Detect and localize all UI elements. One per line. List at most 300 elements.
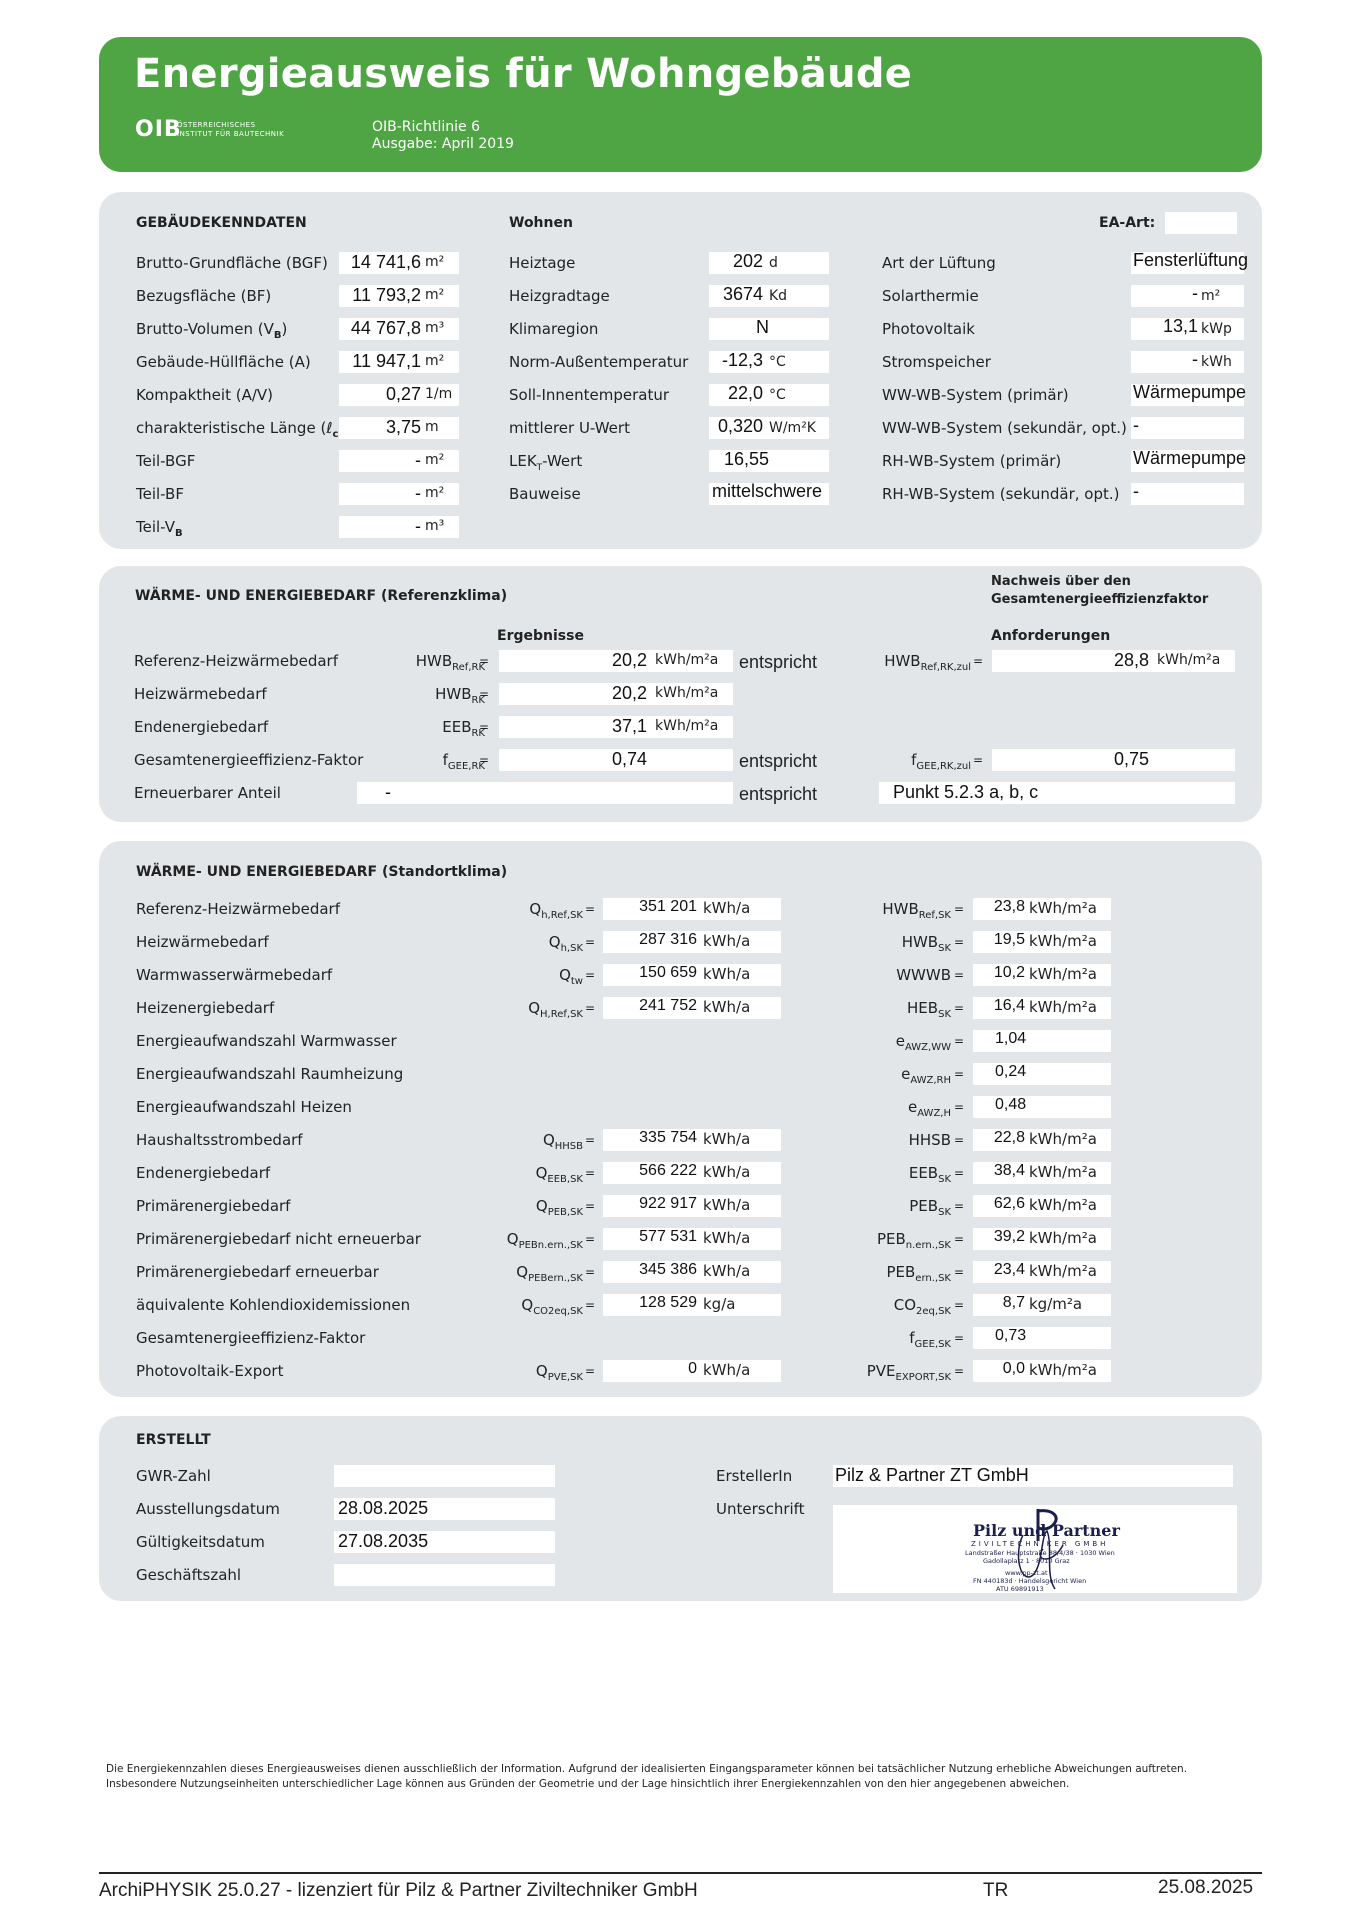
geb-col3-value: - bbox=[1133, 415, 1139, 435]
richtlinie: OIB-Richtlinie 6 bbox=[372, 119, 480, 135]
std-s-field bbox=[973, 1195, 1111, 1217]
std-s-symbol-base: e bbox=[895, 1032, 905, 1050]
std-q-symbol bbox=[528, 999, 583, 1020]
ref-eq: = bbox=[479, 753, 490, 767]
std-s-symbol bbox=[867, 1362, 951, 1383]
std-s-symbol-base: PEB bbox=[886, 1263, 916, 1281]
footnote bbox=[106, 1762, 1266, 1792]
std-s-symbol bbox=[909, 1164, 951, 1185]
geb-col1-value: - bbox=[415, 450, 421, 470]
ref-row-value: 0,74 bbox=[611, 749, 647, 769]
geb-col2-field bbox=[709, 285, 829, 307]
std-q-value: 577 531 bbox=[639, 1228, 697, 1245]
geb-col2-value: 16,55 bbox=[723, 449, 769, 469]
ref-row-symbol-sub: GEE,RK bbox=[447, 761, 485, 772]
ref-row-field bbox=[499, 716, 733, 738]
entspricht-label: entspricht bbox=[739, 784, 818, 804]
std-s-symbol-sub: ern.,SK bbox=[915, 1273, 951, 1284]
ref-row-field bbox=[499, 683, 733, 705]
std-q-eq: = bbox=[585, 1298, 596, 1312]
std-s-symbol-sub: Ref,SK bbox=[918, 910, 951, 921]
geb-col2-field bbox=[709, 351, 829, 373]
geb-col1-unit: m² bbox=[425, 287, 445, 303]
req-symbol-base: f bbox=[911, 751, 917, 769]
geb-col1-field bbox=[339, 450, 459, 472]
geschaeftszahl-label: Geschäftszahl bbox=[136, 1566, 242, 1584]
std-q-value: 128 529 bbox=[639, 1294, 697, 1311]
geb-col1-field bbox=[339, 351, 459, 373]
geb-col3-field bbox=[1131, 382, 1247, 406]
std-s-field bbox=[973, 1228, 1111, 1250]
entspricht-label: entspricht bbox=[739, 751, 818, 771]
std-s-eq: = bbox=[954, 1133, 965, 1147]
ea-art-field bbox=[1165, 212, 1237, 234]
std-s-value: 0,24 bbox=[995, 1063, 1027, 1080]
std-q-unit: kWh/a bbox=[703, 899, 751, 917]
ref-row-field bbox=[357, 782, 733, 804]
geb-col3-field bbox=[1131, 318, 1244, 340]
std-s-unit: kWh/m²a bbox=[1029, 965, 1097, 983]
req-value: Punkt 5.2.3 a, b, c bbox=[893, 782, 1039, 802]
std-s-symbol-base: HWB bbox=[882, 900, 919, 918]
geb-col3-value: Wärmepumpe bbox=[1133, 382, 1247, 402]
std-q-value: 922 917 bbox=[639, 1195, 697, 1212]
ref-row-symbol-base: EEB bbox=[442, 718, 472, 736]
std-q-eq: = bbox=[585, 1166, 596, 1180]
std-s-value: 16,4 bbox=[993, 997, 1025, 1014]
std-q-eq: = bbox=[585, 1133, 596, 1147]
geb-col1-unit: m³ bbox=[425, 320, 445, 336]
geb-col1-unit: m bbox=[425, 419, 439, 435]
std-s-value: 23,4 bbox=[993, 1261, 1025, 1278]
geb-col1-field bbox=[339, 384, 459, 406]
std-row-label: Endenergiebedarf bbox=[136, 1164, 271, 1182]
std-q-symbol-sub: PEBern.,SK bbox=[528, 1273, 583, 1284]
std-q-field bbox=[603, 1294, 781, 1316]
ref-row-field bbox=[499, 749, 733, 771]
geb-col3-label: Stromspeicher bbox=[882, 353, 991, 371]
std-q-value: 566 222 bbox=[639, 1162, 697, 1179]
geb-col1-field bbox=[339, 285, 459, 307]
std-s-unit: kWh/m²a bbox=[1029, 1262, 1097, 1280]
std-s-symbol-base: PEB bbox=[876, 1230, 906, 1248]
std-s-field bbox=[973, 964, 1111, 986]
std-s-symbol-base: HHSB bbox=[908, 1131, 951, 1149]
std-row-label: Energieaufwandszahl Heizen bbox=[136, 1098, 352, 1116]
std-s-eq: = bbox=[954, 1331, 965, 1345]
geb-col3-field bbox=[1131, 351, 1244, 373]
signature-stamp bbox=[833, 1505, 1237, 1593]
geb-col1-unit: m² bbox=[425, 254, 445, 270]
std-s-unit: kWh/m²a bbox=[1029, 899, 1097, 917]
entspricht-label: entspricht bbox=[739, 652, 818, 672]
std-s-symbol bbox=[909, 1197, 951, 1218]
std-q-symbol-sub: HHSB bbox=[554, 1141, 583, 1152]
geb-col3-field bbox=[1131, 483, 1244, 505]
stamp-subtitle: ZIVILTECHNIKER GMBH bbox=[971, 1540, 1109, 1548]
geb-col1-field bbox=[339, 252, 459, 274]
std-s-field bbox=[973, 1294, 1111, 1316]
geb-col2-field bbox=[709, 483, 829, 505]
std-s-symbol-sub: SK bbox=[938, 943, 951, 954]
std-row-label: Haushaltsstrombedarf bbox=[136, 1131, 303, 1149]
wohnen-label: Wohnen bbox=[509, 215, 573, 231]
std-q-symbol-base: Q bbox=[535, 1197, 548, 1215]
std-row-label: Energieaufwandszahl Raumheizung bbox=[136, 1065, 404, 1083]
geb-col3-value: 13,1 bbox=[1162, 316, 1198, 336]
referenzklima-panel bbox=[99, 566, 1262, 822]
std-s-symbol-sub: EXPORT,SK bbox=[895, 1372, 951, 1383]
ref-row-symbol bbox=[435, 685, 485, 706]
std-s-symbol bbox=[908, 1098, 951, 1119]
ea-art-label: EA-Art: bbox=[1099, 215, 1156, 231]
std-q-field bbox=[603, 1360, 781, 1382]
std-q-field bbox=[603, 1162, 781, 1184]
req-symbol bbox=[911, 751, 971, 772]
std-row-label: Heizenergiebedarf bbox=[136, 999, 275, 1017]
ersteller-field: Pilz & Partner ZT GmbH bbox=[833, 1465, 1233, 1487]
geb-col3-unit: kWp bbox=[1201, 321, 1232, 337]
std-s-eq: = bbox=[954, 1364, 965, 1378]
gueltigkeitsdatum-field: 27.08.2035 bbox=[334, 1531, 555, 1553]
geb-col2-value: mittelschwere bbox=[712, 481, 823, 501]
geb-col1-field bbox=[339, 417, 459, 439]
std-q-symbol bbox=[529, 900, 583, 921]
std-q-unit: kWh/a bbox=[703, 998, 751, 1016]
geb-col1-unit: 1/m bbox=[425, 386, 453, 402]
std-s-value: 39,2 bbox=[993, 1228, 1025, 1245]
ref-row-symbol bbox=[416, 652, 485, 673]
geb-col3-label: Art der Lüftung bbox=[882, 254, 996, 272]
std-s-unit: kWh/m²a bbox=[1029, 1229, 1097, 1247]
std-q-symbol-base: Q bbox=[528, 999, 541, 1017]
std-s-value: 1,04 bbox=[995, 1030, 1027, 1047]
footnote-line-1: Die Energiekennzahlen dieses Energieausweises dienen ausschließlich der Information. Aufgrund der idealisierten Eingangsparameter können bei tatsächlicher Nutzung erhebliche Abweichungen auftreten. bbox=[106, 1763, 1188, 1775]
std-q-symbol-base: Q bbox=[548, 933, 561, 951]
stamp-fn: FN 440183d · Handelsgericht Wien bbox=[973, 1577, 1087, 1585]
std-s-unit: kWh/m²a bbox=[1029, 1163, 1097, 1181]
std-s-eq: = bbox=[954, 1265, 965, 1279]
std-s-eq: = bbox=[954, 1001, 965, 1015]
std-row-label: Heizwärmebedarf bbox=[136, 933, 269, 951]
std-s-field bbox=[973, 1030, 1111, 1052]
std-q-symbol-base: Q bbox=[506, 1230, 519, 1248]
geb-col1-field bbox=[339, 516, 459, 538]
std-q-value: 335 754 bbox=[639, 1129, 697, 1146]
geb-col2-unit: d bbox=[769, 255, 778, 271]
ref-row-value: 20,2 bbox=[611, 683, 647, 703]
std-s-field bbox=[973, 1096, 1111, 1118]
geb-col1-label: Brutto-Volumen $(V_B)$ bbox=[136, 320, 288, 341]
geb-col3-unit: kWh bbox=[1201, 354, 1232, 370]
std-s-eq: = bbox=[954, 1034, 965, 1048]
footer-divider bbox=[99, 1872, 1262, 1874]
std-q-unit: kWh/a bbox=[703, 1361, 751, 1379]
richtlinie-info bbox=[372, 119, 514, 153]
std-s-unit: kWh/m²a bbox=[1029, 1361, 1097, 1379]
std-q-unit: kWh/a bbox=[703, 1196, 751, 1214]
req-symbol-sub: GEE,RK,zul bbox=[916, 761, 971, 772]
std-q-unit: kWh/a bbox=[703, 932, 751, 950]
ref-row-label: Erneuerbarer Anteil bbox=[134, 784, 281, 802]
std-q-field bbox=[603, 1228, 781, 1250]
section-title: GEBÄUDEKENNDATEN bbox=[136, 215, 307, 231]
std-q-symbol bbox=[536, 1197, 583, 1218]
geb-col1-label: Gebäude-Hüllfläche (A) bbox=[136, 353, 311, 371]
std-s-field bbox=[973, 898, 1111, 920]
ref-eq: = bbox=[479, 687, 490, 701]
std-q-symbol-base: Q bbox=[516, 1263, 529, 1281]
std-q-symbol bbox=[521, 1296, 583, 1317]
ref-eq: = bbox=[479, 720, 490, 734]
std-s-field bbox=[973, 1360, 1111, 1382]
page-title: Energieausweis für Wohngebäude bbox=[134, 51, 913, 97]
oib-logo bbox=[135, 117, 285, 142]
std-s-symbol-base: EEB bbox=[908, 1164, 939, 1182]
std-row-label: Gesamtenergieeffizienz-Faktor bbox=[136, 1329, 366, 1347]
geb-col3-field bbox=[1131, 250, 1249, 274]
std-s-symbol bbox=[877, 1230, 951, 1251]
std-s-symbol bbox=[902, 933, 951, 954]
geb-col2-label: Soll-Innentemperatur bbox=[509, 386, 670, 404]
std-q-field bbox=[603, 898, 781, 920]
ref-row-symbol-base: f bbox=[442, 751, 448, 769]
req-symbol bbox=[884, 652, 971, 673]
logo-line-2: INSTITUT FÜR BAUTECHNIK bbox=[177, 130, 285, 138]
geb-col2-unit: Kd bbox=[769, 288, 788, 304]
geb-col1-value: 0,27 bbox=[385, 384, 421, 404]
std-q-symbol-sub: PVE,SK bbox=[547, 1372, 583, 1383]
std-s-symbol-base: WWWB bbox=[896, 966, 951, 984]
std-q-value: 241 752 bbox=[639, 997, 697, 1014]
footnote-line-2: Insbesondere Nutzungseinheiten unterschiedlicher Lage können aus Gründen der Geometrie und der Lage hinsichtlich ihrer Energiekennzahlen von den hier angegebenen abweichen. bbox=[106, 1778, 1070, 1790]
std-q-symbol bbox=[536, 1164, 583, 1185]
ref-row-value: 20,2 bbox=[611, 650, 647, 670]
std-s-value: 0,48 bbox=[995, 1096, 1027, 1113]
std-s-field bbox=[973, 1261, 1111, 1283]
std-s-eq: = bbox=[954, 902, 965, 916]
std-q-field bbox=[603, 964, 781, 986]
geb-col2-label: Klimaregion bbox=[509, 320, 599, 338]
geb-col1-value: 14 741,6 bbox=[350, 252, 421, 272]
gebaeudekenndaten-panel bbox=[99, 192, 1262, 549]
geb-col2-label: Bauweise bbox=[509, 485, 581, 503]
std-q-eq: = bbox=[585, 902, 596, 916]
std-q-eq: = bbox=[585, 1199, 596, 1213]
std-q-unit: kg/a bbox=[703, 1295, 736, 1313]
ref-row-symbol-sub: RK bbox=[471, 728, 485, 739]
geb-col2-unit: °C bbox=[769, 354, 786, 370]
ausstellungsdatum-field: 28.08.2025 bbox=[334, 1498, 555, 1520]
stamp-atu: ATU 69891913 bbox=[996, 1585, 1044, 1593]
std-q-value: 0 bbox=[688, 1360, 697, 1377]
geb-col1-field bbox=[339, 318, 459, 340]
geb-col2-field bbox=[709, 252, 829, 274]
ref-row-value: - bbox=[385, 782, 391, 802]
std-s-field bbox=[973, 1129, 1111, 1151]
footer-software: ArchiPHYSIK 25.0.27 - lizenziert für Pilz & Partner Ziviltechniker GmbH bbox=[99, 1880, 698, 1901]
ref-row-value: 37,1 bbox=[611, 716, 647, 736]
std-s-symbol bbox=[909, 1131, 951, 1149]
stamp-name: Pilz und Partner bbox=[973, 1521, 1120, 1540]
geb-col2-label: Heizgradtage bbox=[509, 287, 610, 305]
ref-row-symbol-base: HWB bbox=[435, 685, 472, 703]
std-q-symbol bbox=[543, 1131, 583, 1152]
std-q-eq: = bbox=[585, 1364, 596, 1378]
std-s-eq: = bbox=[954, 935, 965, 949]
std-s-value: 0,0 bbox=[1002, 1360, 1025, 1377]
geb-col3-value: Fensterlüftung bbox=[1133, 250, 1249, 270]
geb-col1-label: charakteristische Länge (ℓ$_c$ bbox=[136, 419, 339, 440]
geb-col2-value: 202 bbox=[732, 251, 763, 271]
std-s-symbol-sub: AWZ,WW bbox=[905, 1042, 951, 1053]
geb-col1-unit: m² bbox=[425, 485, 445, 501]
std-q-symbol bbox=[536, 1362, 583, 1383]
std-q-unit: kWh/a bbox=[703, 1262, 751, 1280]
geb-col3-label: Solarthermie bbox=[882, 287, 979, 305]
geb-col1-label: Teil-BF bbox=[136, 485, 184, 503]
geb-col2-field bbox=[709, 318, 829, 340]
ersteller-label: ErstellerIn bbox=[716, 1467, 793, 1485]
std-s-symbol-base: e bbox=[908, 1098, 918, 1116]
geb-col3-label: WW-WB-System (sekundär, opt.) bbox=[882, 419, 1127, 437]
geb-col1-unit: m² bbox=[425, 353, 445, 369]
std-row-label: äquivalente Kohlendioxidemissionen bbox=[136, 1296, 411, 1314]
std-q-unit: kWh/a bbox=[703, 1130, 751, 1148]
std-s-symbol-sub: AWZ,RH bbox=[910, 1075, 951, 1086]
std-s-field bbox=[973, 997, 1111, 1019]
std-q-field bbox=[603, 1261, 781, 1283]
std-q-symbol-sub: h,Ref,SK bbox=[541, 910, 583, 921]
std-s-symbol-sub: 2eq,SK bbox=[916, 1306, 951, 1317]
req-eq: = bbox=[973, 654, 984, 668]
std-q-value: 287 316 bbox=[639, 931, 697, 948]
std-s-symbol-base: PVE bbox=[866, 1362, 896, 1380]
std-q-field bbox=[603, 931, 781, 953]
ref-row-symbol-sub: RK bbox=[471, 695, 485, 706]
geb-col3-value: - bbox=[1133, 481, 1139, 501]
nachweis-line-1: Nachweis über den bbox=[991, 574, 1131, 589]
std-s-symbol bbox=[896, 1032, 951, 1053]
std-s-eq: = bbox=[954, 1232, 965, 1246]
ausgabe: Ausgabe: April 2019 bbox=[372, 136, 514, 152]
std-s-symbol-sub: GEE,SK bbox=[914, 1339, 951, 1350]
ref-eq: = bbox=[479, 654, 490, 668]
stamp-web: www.pp-zt.at bbox=[1005, 1569, 1048, 1577]
std-q-symbol-sub: tw bbox=[570, 976, 583, 987]
geb-col3-label: WW-WB-System (primär) bbox=[882, 386, 1069, 404]
std-s-field bbox=[973, 1162, 1111, 1184]
std-q-symbol-base: Q bbox=[535, 1164, 548, 1182]
std-s-unit: kWh/m²a bbox=[1029, 1130, 1097, 1148]
footer-date: 25.08.2025 bbox=[1158, 1877, 1254, 1898]
geb-col2-label: mittlerer U-Wert bbox=[509, 419, 630, 437]
oib-logo-institute bbox=[177, 121, 317, 139]
std-s-value: 22,8 bbox=[993, 1129, 1025, 1146]
geschaeftszahl-field bbox=[334, 1564, 555, 1586]
std-s-symbol-base: PEB bbox=[909, 1197, 939, 1215]
ref-row-unit: kWh/m²a bbox=[655, 652, 719, 668]
geb-col1-value: 44 767,8 bbox=[350, 318, 421, 338]
geb-col2-label: Norm-Außentemperatur bbox=[509, 353, 689, 371]
std-s-symbol bbox=[896, 966, 951, 984]
std-s-symbol-sub: AWZ,H bbox=[917, 1108, 951, 1119]
geb-col2-value: N bbox=[756, 317, 769, 337]
std-q-unit: kWh/a bbox=[703, 1229, 751, 1247]
ref-row-field bbox=[499, 650, 733, 672]
std-s-unit: kWh/m²a bbox=[1029, 932, 1097, 950]
section-title: WÄRME- UND ENERGIEBEDARF (Referenzklima) bbox=[135, 588, 508, 604]
req-symbol-base: HWB bbox=[884, 652, 921, 670]
std-q-symbol-sub: h,SK bbox=[560, 943, 583, 954]
std-q-symbol-base: Q bbox=[535, 1362, 548, 1380]
geb-col2-value: 22,0 bbox=[727, 383, 763, 403]
std-s-unit: kWh/m²a bbox=[1029, 998, 1097, 1016]
std-q-symbol-sub: PEBn.ern.,SK bbox=[518, 1240, 583, 1251]
geb-col1-label: Kompaktheit (A/V) bbox=[136, 386, 273, 404]
std-q-field bbox=[603, 1195, 781, 1217]
std-q-value: 345 386 bbox=[639, 1261, 697, 1278]
std-q-eq: = bbox=[585, 1232, 596, 1246]
std-q-symbol-base: Q bbox=[529, 900, 542, 918]
ref-row-unit: kWh/m²a bbox=[655, 718, 719, 734]
geb-col2-value: 0,320 bbox=[717, 416, 763, 436]
std-q-field bbox=[603, 997, 781, 1019]
geb-col2-label: $LEK_T$-Wert bbox=[509, 452, 583, 473]
stamp-addr2: Gadollaplatz 1 · 8010 Graz bbox=[983, 1557, 1070, 1565]
std-s-field bbox=[973, 1063, 1111, 1085]
std-row-label: Referenz-Heizwärmebedarf bbox=[136, 900, 341, 918]
std-s-symbol-base: CO bbox=[893, 1296, 917, 1314]
geb-col3-label: RH-WB-System (primär) bbox=[882, 452, 1062, 470]
std-q-value: 351 201 bbox=[639, 898, 697, 915]
std-s-eq: = bbox=[954, 1199, 965, 1213]
section-title: ERSTELLT bbox=[136, 1432, 211, 1448]
geb-col3-field bbox=[1131, 448, 1247, 472]
geb-col3-value: - bbox=[1192, 283, 1198, 303]
req-value: 0,75 bbox=[1113, 749, 1149, 769]
geb-col3-label: Photovoltaik bbox=[882, 320, 975, 338]
geb-col3-value: Wärmepumpe bbox=[1133, 448, 1247, 468]
geb-col3-field bbox=[1131, 285, 1244, 307]
ref-row-label: Referenz-Heizwärmebedarf bbox=[134, 652, 339, 670]
std-s-symbol-sub: SK bbox=[938, 1009, 951, 1020]
req-field bbox=[992, 749, 1235, 771]
req-field bbox=[992, 650, 1235, 672]
geb-col1-value: 11 793,2 bbox=[352, 285, 421, 305]
header-banner bbox=[99, 37, 1262, 172]
std-row-label: Primärenergiebedarf nicht erneuerbar bbox=[136, 1230, 421, 1248]
std-q-symbol-sub: EEB,SK bbox=[547, 1174, 583, 1185]
std-s-symbol bbox=[886, 1263, 951, 1284]
geb-col2-unit: W/m²K bbox=[769, 420, 816, 436]
std-q-symbol bbox=[507, 1230, 583, 1251]
std-s-unit: kg/m²a bbox=[1029, 1295, 1083, 1313]
std-s-eq: = bbox=[954, 1067, 965, 1081]
geb-col2-unit: °C bbox=[769, 387, 786, 403]
geb-col1-value: 3,75 bbox=[385, 417, 421, 437]
std-q-symbol-base: Q bbox=[559, 966, 571, 984]
std-s-symbol bbox=[882, 900, 951, 921]
std-q-eq: = bbox=[585, 935, 596, 949]
geb-col3-unit: m² bbox=[1201, 288, 1221, 304]
std-s-eq: = bbox=[954, 1166, 965, 1180]
req-field bbox=[879, 782, 1235, 804]
std-s-eq: = bbox=[954, 1298, 965, 1312]
std-s-symbol-base: HEB bbox=[907, 999, 939, 1017]
std-s-value: 19,5 bbox=[993, 931, 1025, 948]
gwr-field bbox=[334, 1465, 555, 1487]
